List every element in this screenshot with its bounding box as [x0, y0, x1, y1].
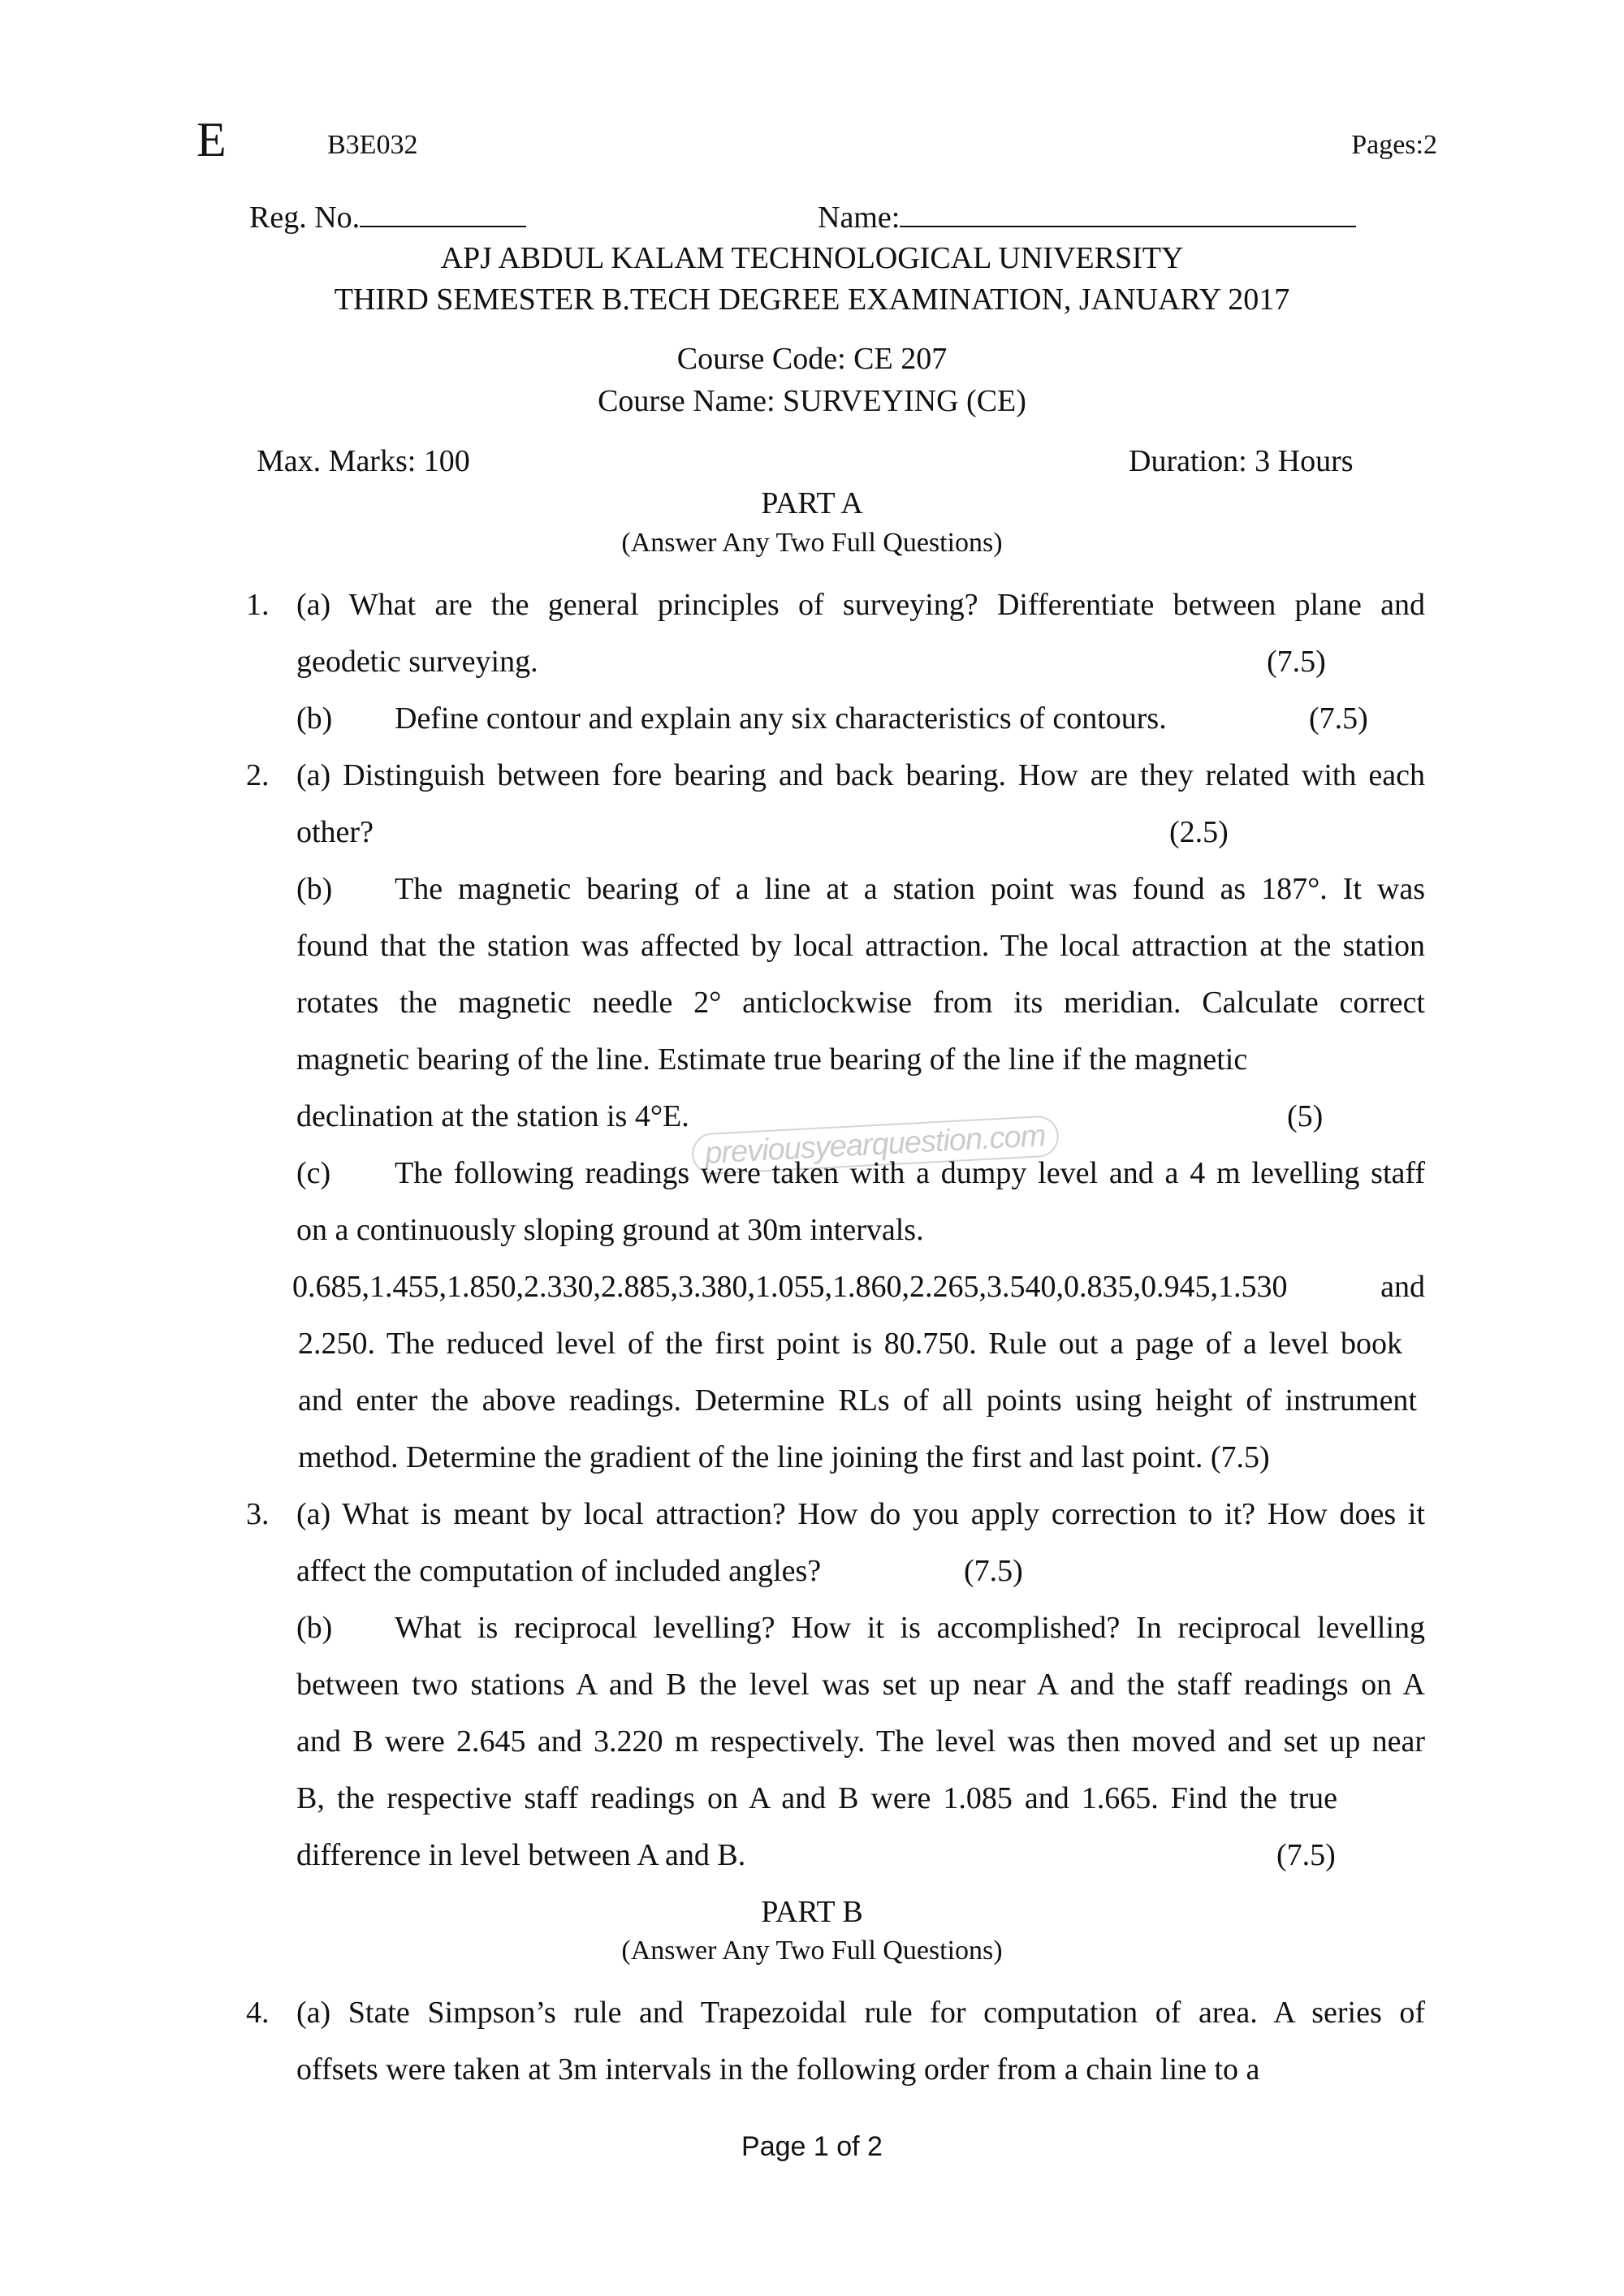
q2c-line3: 0.685,1.455,1.850,2.330,2.885,3.380,1.055,1.860,2.265,3.540,0.835,0.945,1.530 and — [292, 1270, 1425, 1304]
q1-number: 1. — [246, 588, 270, 622]
q3b-label: (b) — [296, 1611, 333, 1645]
q3a-line1: (a) What is meant by local attraction? How do you apply correction to it? How does it — [296, 1497, 1425, 1531]
q3b-line5: difference in level between A and B. — [296, 1838, 746, 1872]
q3-number: 3. — [246, 1497, 270, 1531]
q3a-marks: (7.5) — [964, 1554, 1023, 1588]
q2c-label: (c) — [296, 1156, 331, 1190]
q4a-line1: (a) State Simpson’s rule and Trapezoidal rule for computation of area. A series of — [296, 1996, 1425, 2030]
page-footer: Page 1 of 2 — [741, 2131, 883, 2162]
q2c-line2: on a continuously sloping ground at 30m intervals. — [296, 1213, 924, 1247]
q2a-line1: (a) Distinguish between fore bearing and back bearing. How are they related with each — [296, 758, 1425, 792]
q3b-line4: B, the respective staff readings on A and B were 1.085 and 1.665. Find the true — [296, 1781, 1337, 1815]
set-letter: E — [197, 113, 227, 166]
q2c-line5: and enter the above readings. Determine RLs of all points using height of instrument — [298, 1383, 1417, 1418]
q4-number: 4. — [246, 1996, 270, 2030]
q2c-line6: method. Determine the gradient of the line joining the first and last point. (7.5) — [298, 1440, 1270, 1474]
q3b-line2: between two stations A and B the level was set up near A and the staff readings on A — [296, 1668, 1425, 1702]
part-b-instruction: (Answer Any Two Full Questions) — [621, 1936, 1003, 1966]
q3b-marks: (7.5) — [1276, 1838, 1336, 1872]
university-name: APJ ABDUL KALAM TECHNOLOGICAL UNIVERSITY — [440, 241, 1184, 275]
q3a-line2: affect the computation of included angles? — [296, 1554, 822, 1588]
watermark-logo: previousyearquestion.com — [691, 1115, 1060, 1176]
part-a-title: PART A — [761, 486, 863, 520]
q1a-line1: (a) What are the general principles of surveying? Differentiate between plane and — [296, 588, 1425, 622]
paper-code: B3E032 — [327, 130, 418, 160]
name-blank — [900, 198, 1356, 227]
part-b-title: PART B — [761, 1895, 863, 1929]
q3b-line1: What is reciprocal levelling? How it is accomplished? In reciprocal levelling — [395, 1611, 1425, 1645]
q1a-marks: (7.5) — [1267, 645, 1326, 679]
q2-number: 2. — [246, 758, 270, 792]
q2c-line1: The following readings were taken with a dumpy level and a 4 m levelling staff — [395, 1156, 1425, 1190]
q2a-line2: other? — [296, 815, 374, 849]
reg-no-blank — [360, 198, 526, 227]
q2c-line4: 2.250. The reduced level of the first point is 80.750. Rule out a page of a level book — [298, 1327, 1402, 1361]
q1b-marks: (7.5) — [1309, 701, 1368, 736]
q2a-marks: (2.5) — [1169, 815, 1229, 849]
exam-title: THIRD SEMESTER B.TECH DEGREE EXAMINATION, JANUARY 2017 — [334, 283, 1290, 317]
course-code: Course Code: CE 207 — [676, 342, 948, 376]
name-label: Name: — [818, 198, 1356, 235]
q2b-line2: found that the station was affected by local attraction. The local attraction at the station — [296, 929, 1425, 963]
q2b-marks: (5) — [1287, 1099, 1324, 1133]
q2b-label: (b) — [296, 872, 333, 906]
course-name: Course Name: SURVEYING (CE) — [598, 384, 1026, 418]
reg-no-label: Reg. No. — [249, 198, 526, 235]
q1b-text: Define contour and explain any six characteristics of contours. — [395, 701, 1167, 736]
q2b-line5: declination at the station is 4°E. — [296, 1099, 689, 1133]
q2b-line3: rotates the magnetic needle 2° anticlockwise from its meridian. Calculate correct — [296, 986, 1425, 1020]
q1b-label: (b) — [296, 701, 333, 736]
duration: Duration: 3 Hours — [1129, 444, 1354, 478]
pages-count: Pages:2 — [1351, 130, 1437, 160]
q4a-line2: offsets were taken at 3m intervals in the following order from a chain line to a — [296, 2052, 1260, 2087]
q2b-line1: The magnetic bearing of a line at a station point was found as 187°. It was — [395, 872, 1425, 906]
max-marks: Max. Marks: 100 — [257, 444, 470, 478]
q3b-line3: and B were 2.645 and 3.220 m respectively. The level was then moved and set up near — [296, 1724, 1425, 1759]
q1a-line2: geodetic surveying. — [296, 645, 538, 679]
q2b-line4: magnetic bearing of the line. Estimate true bearing of the line if the magnetic — [296, 1042, 1248, 1077]
part-a-instruction: (Answer Any Two Full Questions) — [621, 528, 1003, 558]
